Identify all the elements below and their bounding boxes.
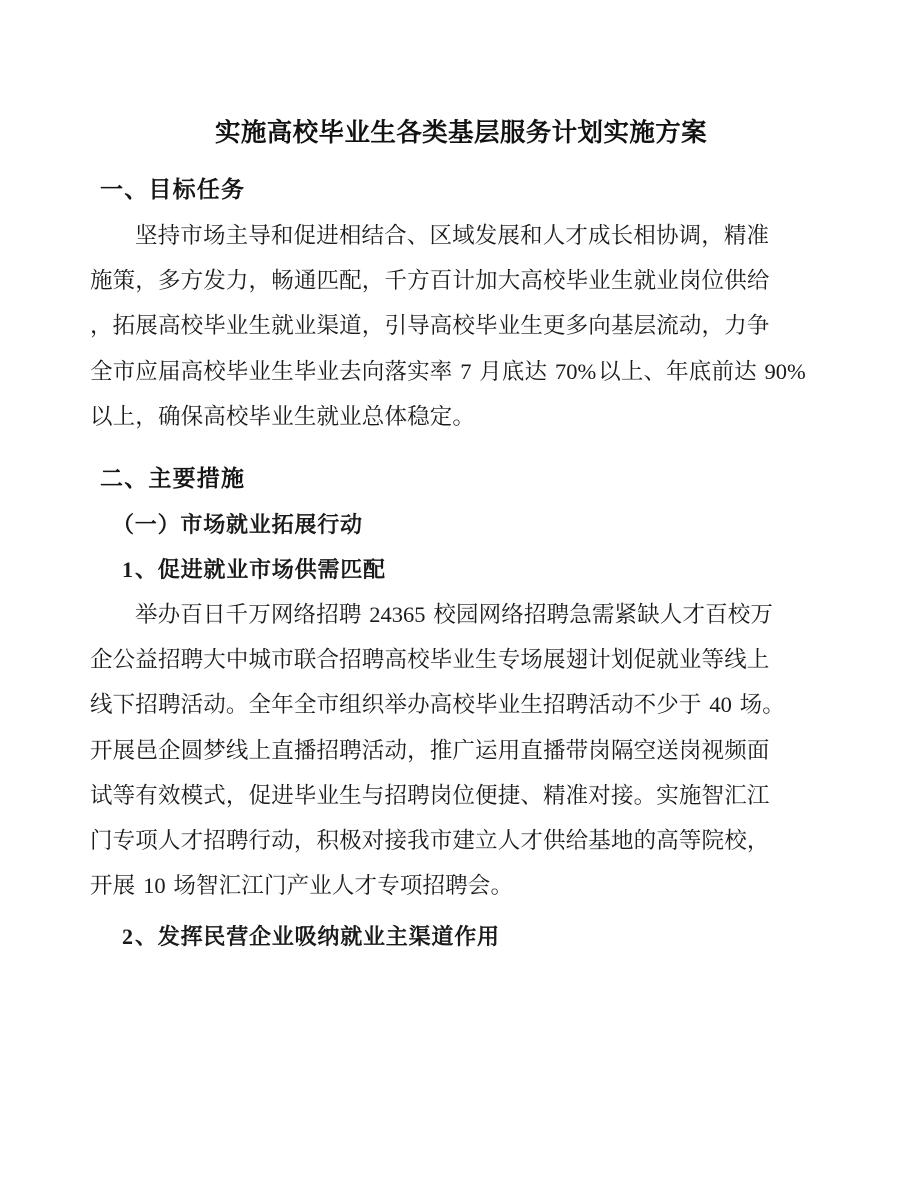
paragraph-recruitment-measures [90, 592, 832, 908]
paragraph-line: 门专项人才招聘行动，积极对接我市建立人才供给基地的高等院校， [90, 828, 770, 854]
inline-number: 10 [143, 873, 166, 899]
inline-number: 90% [764, 358, 806, 384]
paragraph-line: 以上，确保高校毕业生就业总体稳定。 [90, 403, 476, 429]
inline-number: 2 [122, 924, 133, 950]
inline-number: 7 [460, 358, 472, 384]
paragraph-line: 举办百日千万网络招聘 24365 校园网络招聘急需紧缺人才百校万 [135, 602, 774, 628]
paragraph-line: 开展 10 场智汇江门产业人才专项招聘会。 [90, 873, 514, 899]
paragraph-line: 开展邑企圆梦线上直播招聘活动，推广运用直播带岗隔空送岗视频面 [90, 737, 770, 763]
section-heading-measures: 二、主要措施 [100, 466, 246, 493]
page-title: 实施高校毕业生各类基层服务计划实施方案 [214, 118, 708, 148]
paragraph-line: 线下招聘活动。全年全市组织举办高校毕业生招聘活动不少于 40 场。 [90, 692, 785, 718]
paragraph-line: ，拓展高校毕业生就业渠道，引导高校毕业生更多向基层流动，力争 [90, 313, 770, 339]
section-heading-objectives: 一、目标任务 [100, 177, 246, 203]
inline-number: 70% [554, 358, 597, 384]
paragraph-objectives [90, 213, 832, 439]
paragraph-line: 坚持市场主导和促进相结合、区域发展和人才成长相协调，精准 [135, 223, 770, 248]
paragraph-line: 企公益招聘大中城市联合招聘高校毕业生专场展翅计划促就业等线上 [90, 647, 770, 673]
inline-number: 24365 [369, 602, 426, 628]
item-heading-supply-demand-matching: 1、促进就业市场供需匹配 [122, 557, 386, 583]
paragraph-line: 全市应届高校毕业生毕业去向落实率 7 月底达 70%以上、年底前达 90% [90, 358, 806, 384]
item-heading-private-enterprise: 2、发挥民营企业吸纳就业主渠道作用 [122, 924, 500, 950]
paragraph-line: 试等有效模式，促进毕业生与招聘岗位便捷、精准对接。实施智汇江 [90, 782, 770, 808]
paragraph-line: 施策，多方发力，畅通匹配，千方百计加大高校毕业生就业岗位供给 [90, 268, 770, 294]
subsection-heading-market-employment: （一）市场就业拓展行动 [112, 512, 363, 538]
inline-number: 1 [122, 557, 133, 583]
inline-number: 40 [709, 692, 732, 718]
document-content [90, 0, 832, 959]
